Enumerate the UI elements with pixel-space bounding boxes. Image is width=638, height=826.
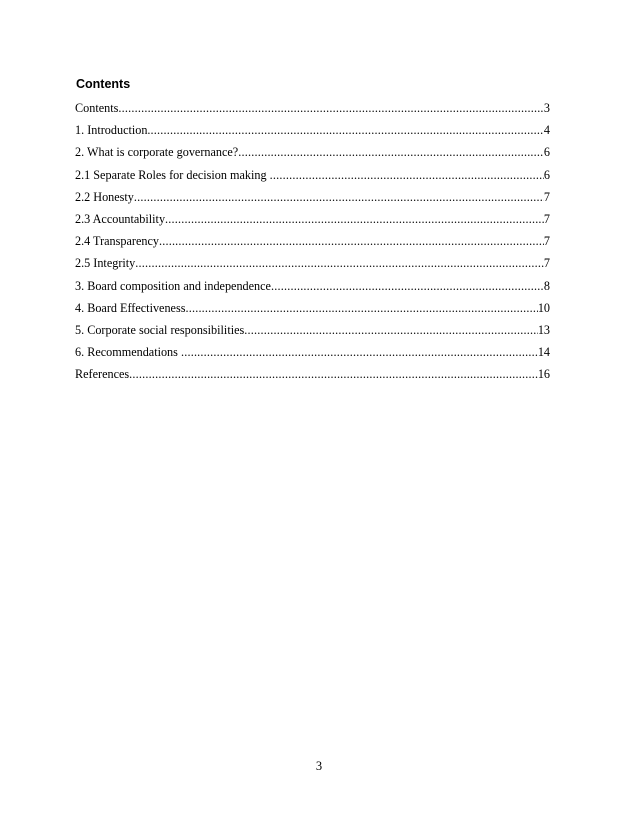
toc-dot-leader xyxy=(270,164,544,186)
toc-entry-page: 6 xyxy=(543,145,550,160)
toc-entry[interactable] xyxy=(75,119,550,141)
toc-entry-page: 16 xyxy=(537,367,550,382)
toc-entry-page: 8 xyxy=(543,278,550,293)
toc-entry-title: 2.2 Honesty xyxy=(75,189,134,204)
toc-dot-leader xyxy=(271,275,544,297)
toc-entry-page: 4 xyxy=(543,123,550,138)
toc-entry[interactable] xyxy=(75,141,550,163)
toc-entry-title: References xyxy=(75,367,130,382)
toc-heading: Contents xyxy=(76,77,131,91)
toc-entry-page: 6 xyxy=(543,167,550,182)
toc-dot-leader xyxy=(165,208,544,230)
toc-entry[interactable] xyxy=(75,252,550,274)
toc-entry-page: 7 xyxy=(543,256,550,271)
toc-dot-leader xyxy=(129,363,538,385)
toc-entry-page: 3 xyxy=(543,101,550,115)
toc-entry-title: 2.4 Transparency xyxy=(75,234,159,249)
toc-entry[interactable] xyxy=(75,230,550,252)
toc-entry[interactable] xyxy=(75,297,550,319)
toc-entry-title: 6. Recommendations xyxy=(75,345,181,360)
toc-list xyxy=(75,97,550,385)
toc-dot-leader xyxy=(181,341,538,363)
toc-entry[interactable] xyxy=(75,363,550,385)
page-number: 3 xyxy=(315,759,323,773)
toc-entry[interactable] xyxy=(75,275,550,297)
toc-dot-leader xyxy=(135,252,544,274)
toc-dot-leader xyxy=(134,186,544,208)
toc-entry-title: 2.3 Accountability xyxy=(75,211,166,226)
toc-entry-title: 3. Board composition and independence xyxy=(75,278,271,293)
toc-dot-leader xyxy=(118,97,544,119)
toc-entry-page: 13 xyxy=(537,322,550,337)
toc-entry-page: 7 xyxy=(543,234,550,249)
toc-dot-leader xyxy=(238,141,544,163)
toc-entry-page: 7 xyxy=(543,211,550,226)
toc-dot-leader xyxy=(244,319,538,341)
toc-entry-title: Contents xyxy=(75,101,119,115)
toc-entry[interactable] xyxy=(75,186,550,208)
toc-dot-leader xyxy=(159,230,544,252)
toc-entry-title: 5. Corporate social responsibilities xyxy=(75,322,245,337)
toc-entry[interactable] xyxy=(75,208,550,230)
toc-dot-leader xyxy=(150,119,543,141)
toc-dot-leader xyxy=(185,297,537,319)
toc-entry-page: 10 xyxy=(537,300,550,315)
toc-entry[interactable] xyxy=(75,97,550,119)
toc-entry[interactable] xyxy=(75,341,550,363)
toc-entry-title: 2.5 Integrity xyxy=(75,256,136,271)
toc-entry[interactable] xyxy=(75,164,550,186)
toc-entry-page: 14 xyxy=(537,345,550,360)
toc-entry-title: 1. Introduction. xyxy=(75,123,151,138)
toc-entry-title: 2. What is corporate governance? xyxy=(75,145,239,160)
toc-entry-page: 7 xyxy=(543,189,550,204)
toc-entry[interactable] xyxy=(75,319,550,341)
toc-entry-title: 2.1 Separate Roles for decision making xyxy=(75,167,270,182)
toc-entry-title: 4. Board Effectiveness xyxy=(75,300,186,315)
